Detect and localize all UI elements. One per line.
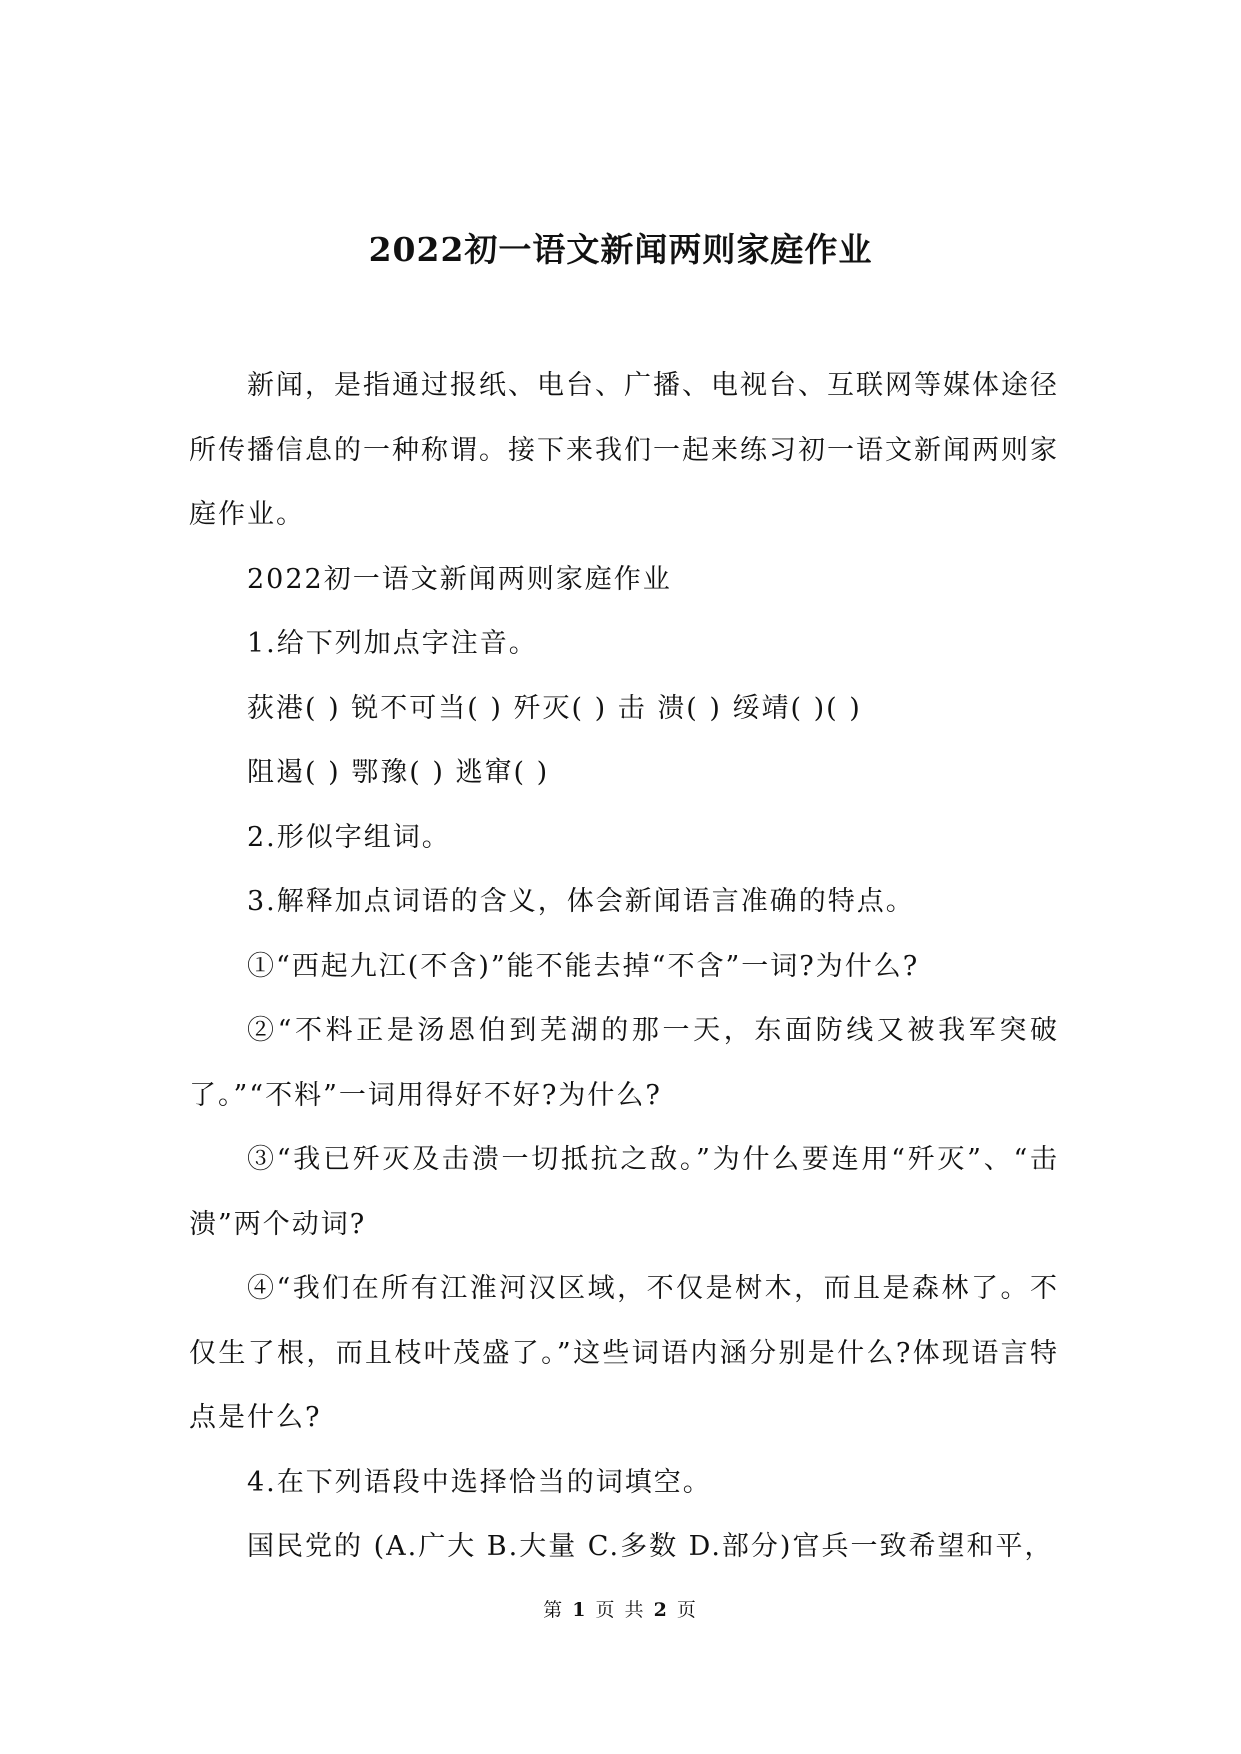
question-1: 1.给下列加点字注音。 [247,628,538,659]
document-title: 2022初一语文新闻两则家庭作业 [368,230,873,269]
section-heading: 2022初一语文新闻两则家庭作业 [247,563,672,595]
footer-middle: 页 共 [595,1599,646,1621]
question-2: 2.形似字组词。 [247,821,451,853]
question-3: 3.解释加点词语的含义，体会新闻语言准确的特点。 [247,886,915,917]
footer-suffix: 页 [676,1599,698,1621]
question-3-item-4: ④“我们在所有江淮河汉区域，不仅是树木，而且是森林了。不仅生了根，而且枝叶茂盛了。”这些词语内涵分别是什么?体现语言特点是什么? [189,1273,1059,1433]
document-body [189,354,1059,1580]
total-pages-number: 2 [653,1599,669,1621]
question-4: 4.在下列语段中选择恰当的词填空。 [247,1466,712,1498]
question-4-passage: 国民党的 (A.广大 B.大量 C.多数 D.部分)官兵一致希望和平， [247,1531,1054,1562]
question-3-item-3: ③“我已歼灭及击溃一切抵抗之敌。”为什么要连用“歼灭”、“击溃”两个动词? [189,1144,1059,1240]
footer-prefix: 第 [543,1599,565,1621]
pinyin-items-line-2: 阻遏( ) 鄂豫( ) 逃窜( ) [247,757,550,788]
question-3-item-2: ②“不料正是汤恩伯到芜湖的那一天，东面防线又被我军突破了。”“不料”一词用得好不好?为什么? [189,1015,1059,1111]
question-3-item-1: ①“西起九江(不含)”能不能去掉“不含”一词?为什么? [247,950,920,982]
current-page-number: 1 [572,1599,588,1621]
intro-paragraph: 新闻，是指通过报纸、电台、广播、电视台、互联网等媒体途径所传播信息的一种称谓。接下来我们一起来练习初一语文新闻两则家庭作业。 [189,370,1059,530]
pinyin-items-line-1: 荻港( ) 锐不可当( ) 歼灭( ) 击 溃( ) 绥靖( )( ) [247,692,862,724]
page-footer [0,1597,1241,1623]
